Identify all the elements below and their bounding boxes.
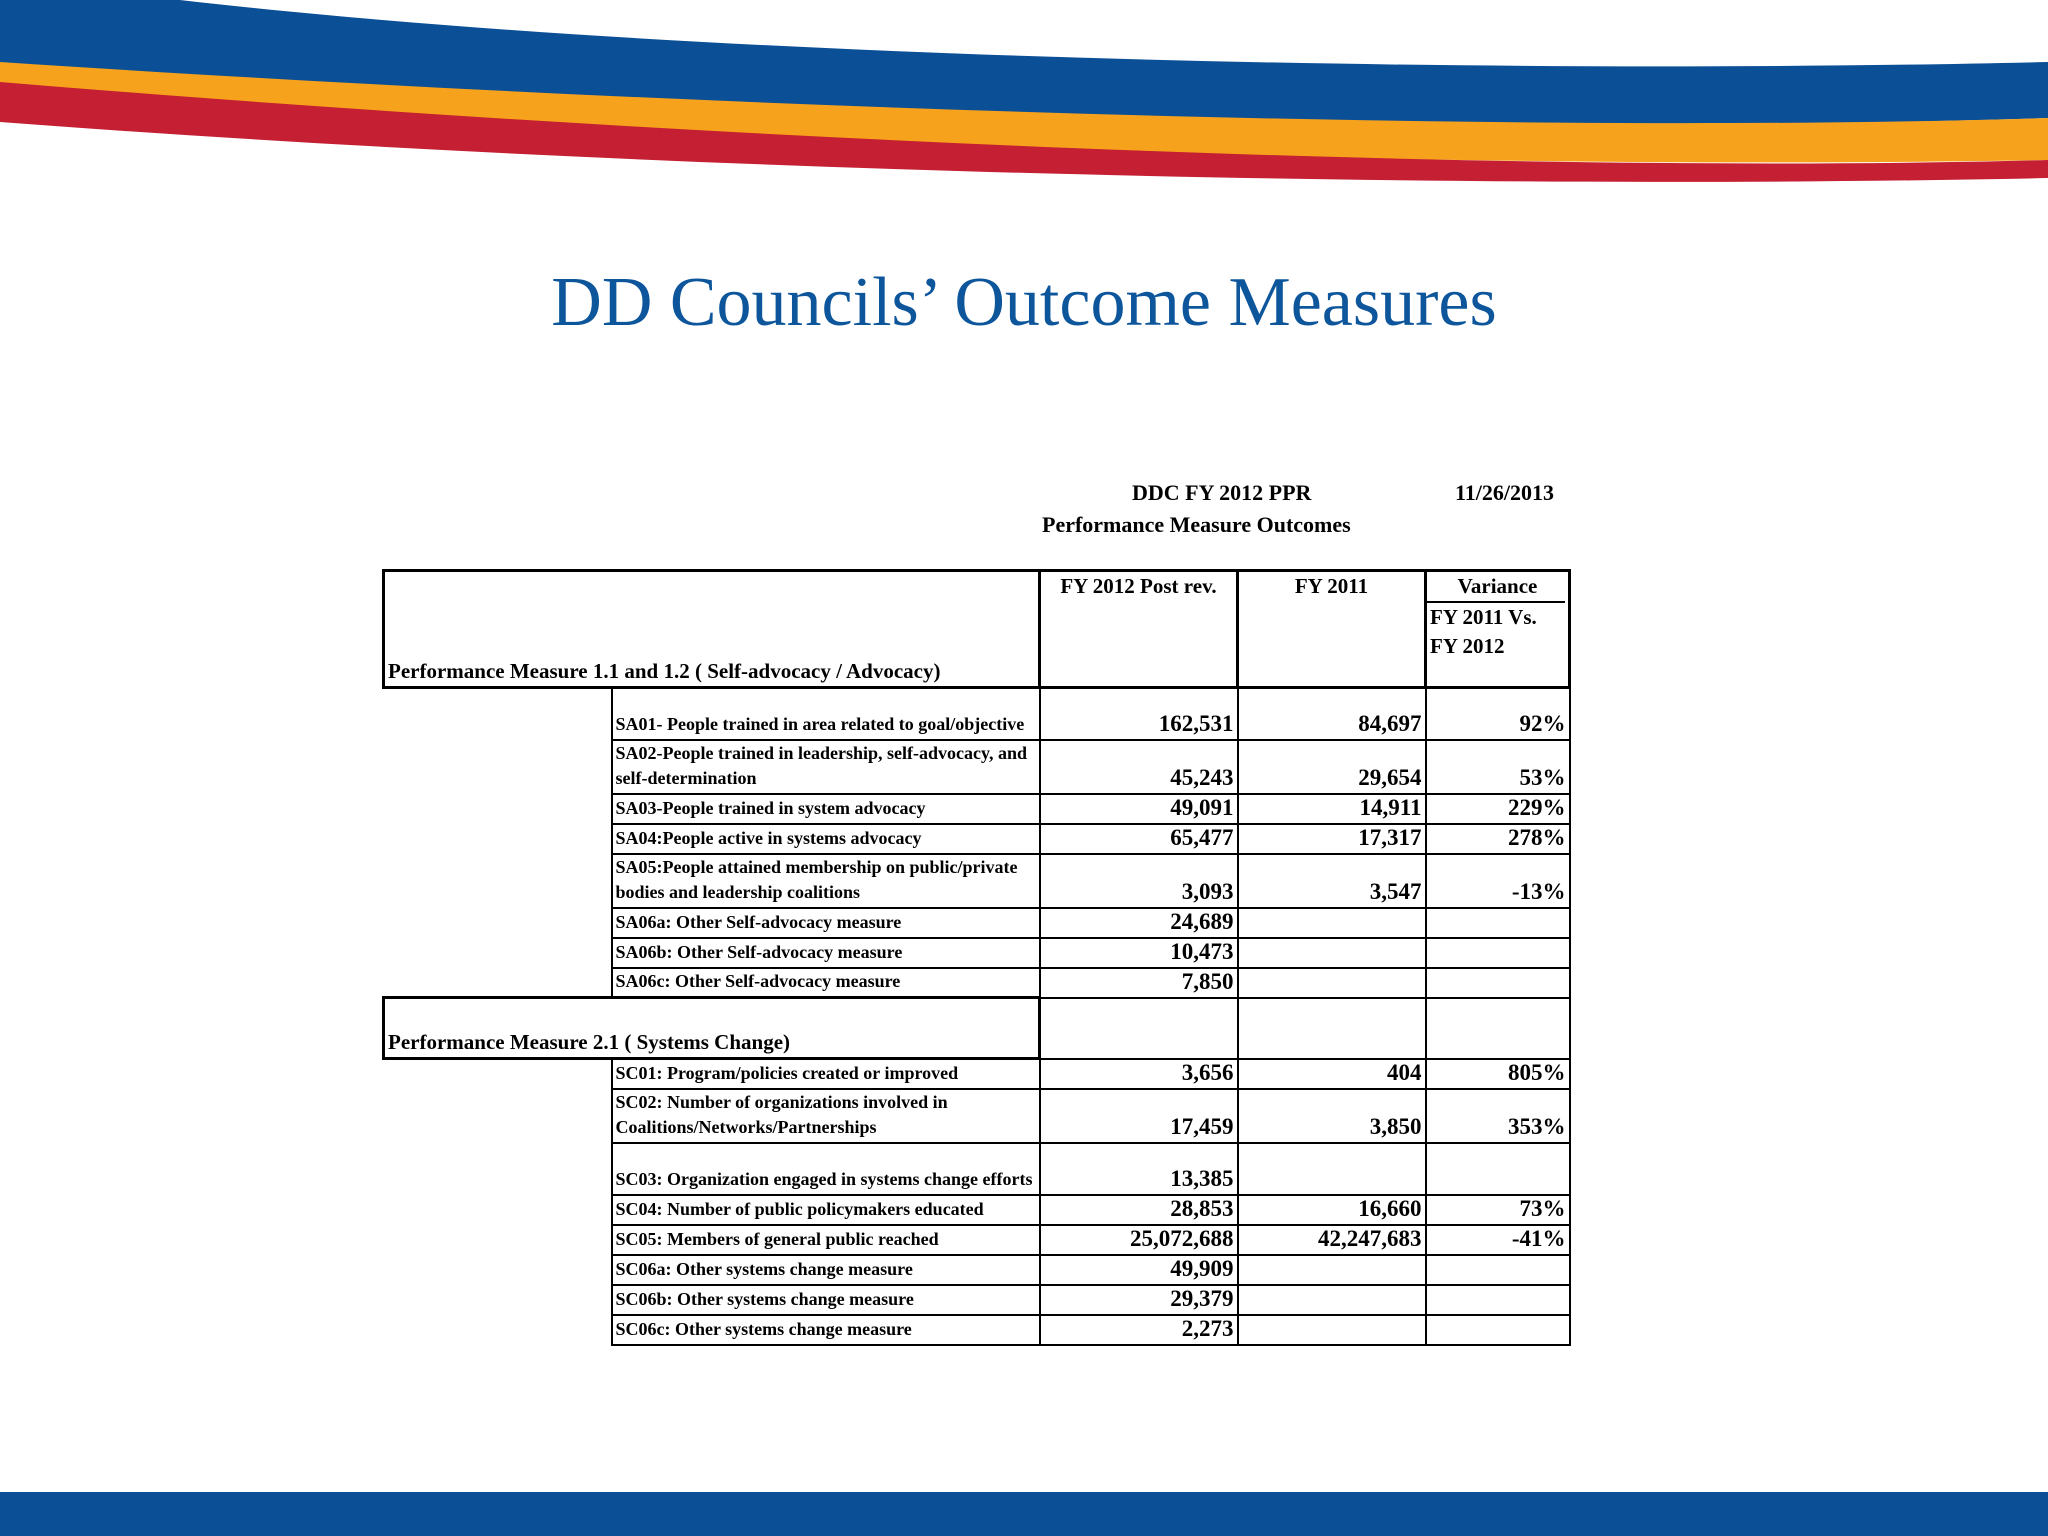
indent-cell [384, 854, 612, 908]
value-fy2011: 29,654 [1238, 740, 1426, 794]
measure-label: SA06a: Other Self-advocacy measure [612, 908, 1040, 938]
value-fy2012: 29,379 [1040, 1285, 1238, 1315]
indent-cell [384, 824, 612, 854]
empty-cell [1238, 998, 1426, 1059]
indent-cell [384, 688, 612, 740]
value-fy2011: 14,911 [1238, 794, 1426, 824]
indent-cell [384, 1059, 612, 1089]
value-fy2012: 17,459 [1040, 1089, 1238, 1143]
indent-cell [384, 794, 612, 824]
measure-label: SC06b: Other systems change measure [612, 1285, 1040, 1315]
measure-label: SA06b: Other Self-advocacy measure [612, 938, 1040, 968]
value-fy2011: 404 [1238, 1059, 1426, 1089]
measure-label: SC05: Members of general public reached [612, 1225, 1040, 1255]
value-fy2011 [1238, 1315, 1426, 1345]
value-variance: -13% [1426, 854, 1570, 908]
value-fy2011: 16,660 [1238, 1195, 1426, 1225]
value-fy2011: 17,317 [1238, 824, 1426, 854]
empty-cell [1040, 998, 1238, 1059]
indent-cell [384, 1315, 612, 1345]
variance-subheader-line2: FY 2012 [1430, 634, 1505, 658]
value-fy2012: 25,072,688 [1040, 1225, 1238, 1255]
empty-cell [1426, 998, 1570, 1059]
measure-label: SC01: Program/policies created or improved [612, 1059, 1040, 1089]
measure-label: SA04:People active in systems advocacy [612, 824, 1040, 854]
value-fy2011 [1238, 938, 1426, 968]
measure-label: SA05:People attained membership on public/private bodies and leadership coalitions [612, 854, 1040, 908]
report-name: DDC FY 2012 PPR [1132, 480, 1312, 505]
report-subtitle: Performance Measure Outcomes [1042, 512, 1351, 537]
value-variance: 92% [1426, 688, 1570, 740]
value-fy2012: 13,385 [1040, 1143, 1238, 1195]
indent-cell [384, 1143, 612, 1195]
report-date: 11/26/2013 [1455, 480, 1555, 505]
indent-cell [384, 968, 612, 998]
value-fy2012: 49,091 [1040, 794, 1238, 824]
value-variance [1426, 1315, 1570, 1345]
measure-label: SA03-People trained in system advocacy [612, 794, 1040, 824]
indent-cell [384, 740, 612, 794]
value-variance [1426, 1285, 1570, 1315]
indent-cell [384, 1089, 612, 1143]
value-fy2011: 42,247,683 [1238, 1225, 1426, 1255]
value-fy2012: 24,689 [1040, 908, 1238, 938]
measure-label: SA01- People trained in area related to goal/objective [612, 688, 1040, 740]
value-fy2012: 10,473 [1040, 938, 1238, 968]
value-variance: -41% [1426, 1225, 1570, 1255]
section-title: Performance Measure 1.1 and 1.2 ( Self-advocacy / Advocacy) [388, 659, 941, 683]
table-row [384, 824, 1570, 854]
table-row [384, 1143, 1570, 1195]
value-variance: 73% [1426, 1195, 1570, 1225]
outcome-measures-table [382, 569, 1571, 1346]
value-fy2011 [1238, 968, 1426, 998]
section-header-systems-change [384, 998, 1040, 1059]
table-row [384, 854, 1570, 908]
measure-label: SA02-People trained in leadership, self-advocacy, and self-determination [612, 740, 1040, 794]
table-header-row [384, 571, 1570, 688]
indent-cell [384, 1225, 612, 1255]
value-fy2012: 2,273 [1040, 1315, 1238, 1345]
top-swoosh-banner [0, 0, 2048, 200]
value-variance: 53% [1426, 740, 1570, 794]
value-variance: 229% [1426, 794, 1570, 824]
variance-subheader-line1: FY 2011 Vs. [1427, 601, 1565, 632]
indent-cell [384, 1195, 612, 1225]
section-header-row [384, 998, 1570, 1059]
table-row [384, 968, 1570, 998]
table-row [384, 1195, 1570, 1225]
table-row [384, 688, 1570, 740]
value-fy2011 [1238, 1143, 1426, 1195]
table-row [384, 908, 1570, 938]
value-variance [1426, 908, 1570, 938]
value-variance: 353% [1426, 1089, 1570, 1143]
section-header-self-advocacy [384, 571, 1040, 688]
value-fy2012: 49,909 [1040, 1255, 1238, 1285]
table-row [384, 1255, 1570, 1285]
value-fy2012: 45,243 [1040, 740, 1238, 794]
value-fy2012: 3,656 [1040, 1059, 1238, 1089]
measure-label: SC06c: Other systems change measure [612, 1315, 1040, 1345]
table-row [384, 1315, 1570, 1345]
value-fy2011: 3,547 [1238, 854, 1426, 908]
measure-label: SC02: Number of organizations involved in Coalitions/Networks/Partnerships [612, 1089, 1040, 1143]
table-row [384, 1285, 1570, 1315]
measure-label: SC06a: Other systems change measure [612, 1255, 1040, 1285]
col-header-variance [1426, 571, 1570, 688]
measure-label: SA06c: Other Self-advocacy measure [612, 968, 1040, 998]
col-header-label: FY 2011 [1294, 574, 1369, 598]
table-row [384, 740, 1570, 794]
bottom-blue-bar [0, 1492, 2048, 1536]
indent-cell [384, 938, 612, 968]
measure-label: SC04: Number of public policymakers educated [612, 1195, 1040, 1225]
value-variance [1426, 1143, 1570, 1195]
value-variance [1426, 968, 1570, 998]
value-variance [1426, 938, 1570, 968]
value-fy2011: 84,697 [1238, 688, 1426, 740]
section-title: Performance Measure 2.1 ( Systems Change) [388, 1030, 791, 1054]
col-header-fy2011 [1238, 571, 1426, 688]
value-fy2011 [1238, 908, 1426, 938]
value-fy2012: 162,531 [1040, 688, 1238, 740]
table-row [384, 1059, 1570, 1089]
measure-label: SC03: Organization engaged in systems change efforts [612, 1143, 1040, 1195]
indent-cell [384, 1255, 612, 1285]
value-fy2012: 3,093 [1040, 854, 1238, 908]
value-variance: 278% [1426, 824, 1570, 854]
value-fy2011 [1238, 1255, 1426, 1285]
value-fy2011 [1238, 1285, 1426, 1315]
table-row [384, 938, 1570, 968]
indent-cell [384, 1285, 612, 1315]
table-row [384, 1089, 1570, 1143]
value-fy2012: 65,477 [1040, 824, 1238, 854]
col-header-label: FY 2012 Post rev. [1060, 574, 1217, 598]
indent-cell [384, 908, 612, 938]
value-variance [1426, 1255, 1570, 1285]
table-row [384, 1225, 1570, 1255]
col-header-fy2012 [1040, 571, 1238, 688]
value-variance: 805% [1426, 1059, 1570, 1089]
value-fy2011: 3,850 [1238, 1089, 1426, 1143]
value-fy2012: 28,853 [1040, 1195, 1238, 1225]
slide-title: DD Councils’ Outcome Measures [551, 264, 1497, 341]
value-fy2012: 7,850 [1040, 968, 1238, 998]
table-row [384, 794, 1570, 824]
col-header-label: Variance [1457, 574, 1538, 598]
